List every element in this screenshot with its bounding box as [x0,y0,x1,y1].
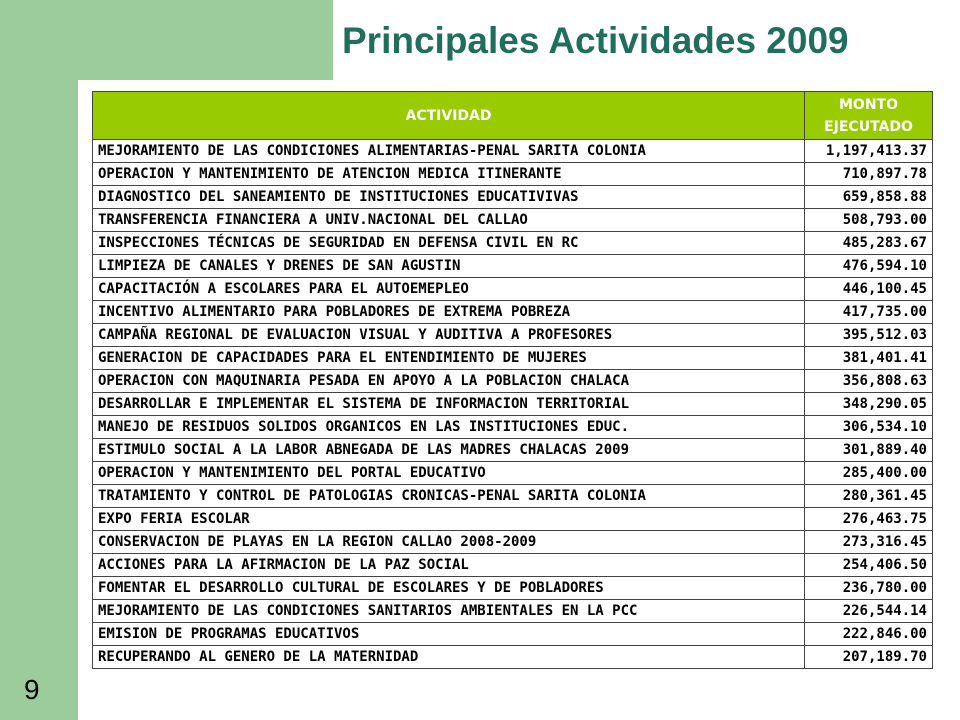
amount-cell: 476,594.10 [805,255,933,278]
activity-cell: CAPACITACIÓN A ESCOLARES PARA EL AUTOEMEPLEO [93,278,805,301]
page-number: 9 [24,674,40,705]
amount-cell: 659,858.88 [805,186,933,209]
activity-cell: CONSERVACION DE PLAYAS EN LA REGION CALLAO 2008-2009 [93,531,805,554]
activity-cell: DESARROLLAR E IMPLEMENTAR EL SISTEMA DE INFORMACION TERRITORIAL [93,393,805,416]
activity-cell: INCENTIVO ALIMENTARIO PARA POBLADORES DE EXTREMA POBREZA [93,301,805,324]
amount-cell: 276,463.75 [805,508,933,531]
activity-cell: TRATAMIENTO Y CONTROL DE PATOLOGIAS CRONICAS-PENAL SARITA COLONIA [93,485,805,508]
header-monto-line2: EJECUTADO [824,118,913,135]
amount-cell: 348,290.05 [805,393,933,416]
activity-cell: EXPO FERIA ESCOLAR [93,508,805,531]
amount-cell: 381,401.41 [805,347,933,370]
activity-cell: ACCIONES PARA LA AFIRMACION DE LA PAZ SOCIAL [93,554,805,577]
activity-cell: LIMPIEZA DE CANALES Y DRENES DE SAN AGUSTIN [93,255,805,278]
amount-cell: 356,808.63 [805,370,933,393]
amount-cell: 236,780.00 [805,577,933,600]
amount-cell: 301,889.40 [805,439,933,462]
activity-cell: OPERACION CON MAQUINARIA PESADA EN APOYO A LA POBLACION CHALACA [93,370,805,393]
amount-cell: 485,283.67 [805,232,933,255]
table-row [93,255,933,278]
table-row [93,186,933,209]
amount-cell: 395,512.03 [805,324,933,347]
amount-cell: 710,897.78 [805,163,933,186]
amount-cell: 207,189.70 [805,646,933,669]
amount-cell: 306,534.10 [805,416,933,439]
amount-cell: 273,316.45 [805,531,933,554]
side-band [0,0,78,720]
table-row [93,209,933,232]
table-row [93,508,933,531]
table-row [93,416,933,439]
table-row [93,462,933,485]
activity-cell: DIAGNOSTICO DEL SANEAMIENTO DE INSTITUCIONES EDUCATIVIVAS [93,186,805,209]
table-row [93,531,933,554]
table-row [93,600,933,623]
activity-cell: OPERACION Y MANTENIMIENTO DEL PORTAL EDUCATIVO [93,462,805,485]
table-row [93,232,933,255]
table-row [93,393,933,416]
amount-cell: 280,361.45 [805,485,933,508]
amount-cell: 226,544.14 [805,600,933,623]
activity-cell: CAMPAÑA REGIONAL DE EVALUACION VISUAL Y AUDITIVA A PROFESORES [93,324,805,347]
activity-cell: INSPECCIONES TÉCNICAS DE SEGURIDAD EN DEFENSA CIVIL EN RC [93,232,805,255]
table-row [93,646,933,669]
table-row [93,485,933,508]
table-row [93,370,933,393]
activity-cell: GENERACION DE CAPACIDADES PARA EL ENTENDIMIENTO DE MUJERES [93,347,805,370]
amount-cell: 285,400.00 [805,462,933,485]
amount-cell: 417,735.00 [805,301,933,324]
table-row [93,347,933,370]
page-title: Principales Actividades 2009 [342,20,849,61]
table-header-row [93,92,933,140]
activity-cell: TRANSFERENCIA FINANCIERA A UNIV.NACIONAL DEL CALLAO [93,209,805,232]
amount-cell: 254,406.50 [805,554,933,577]
table-row [93,577,933,600]
top-band [0,0,333,80]
activity-cell: FOMENTAR EL DESARROLLO CULTURAL DE ESCOLARES Y DE POBLADORES [93,577,805,600]
amount-cell: 222,846.00 [805,623,933,646]
table-row [93,324,933,347]
header-monto-line1: MONTO [838,96,898,113]
header-actividad: ACTIVIDAD [93,92,805,140]
table-row [93,163,933,186]
header-monto [805,92,933,140]
activity-cell: MEJORAMIENTO DE LAS CONDICIONES ALIMENTARIAS-PENAL SARITA COLONIA [93,140,805,163]
activity-cell: MEJORAMIENTO DE LAS CONDICIONES SANITARIOS AMBIENTALES EN LA PCC [93,600,805,623]
activity-cell: OPERACION Y MANTENIMIENTO DE ATENCION MEDICA ITINERANTE [93,163,805,186]
table-row [93,301,933,324]
activity-cell: MANEJO DE RESIDUOS SOLIDOS ORGANICOS EN LAS INSTITUCIONES EDUC. [93,416,805,439]
amount-cell: 1,197,413.37 [805,140,933,163]
activity-cell: RECUPERANDO AL GENERO DE LA MATERNIDAD [93,646,805,669]
table-row [93,554,933,577]
amount-cell: 508,793.00 [805,209,933,232]
activities-table [92,91,933,669]
amount-cell: 446,100.45 [805,278,933,301]
table-row [93,623,933,646]
table-row [93,140,933,163]
table-row [93,278,933,301]
band-notch [78,200,83,244]
table-row [93,439,933,462]
activity-cell: ESTIMULO SOCIAL A LA LABOR ABNEGADA DE LAS MADRES CHALACAS 2009 [93,439,805,462]
activity-cell: EMISION DE PROGRAMAS EDUCATIVOS [93,623,805,646]
